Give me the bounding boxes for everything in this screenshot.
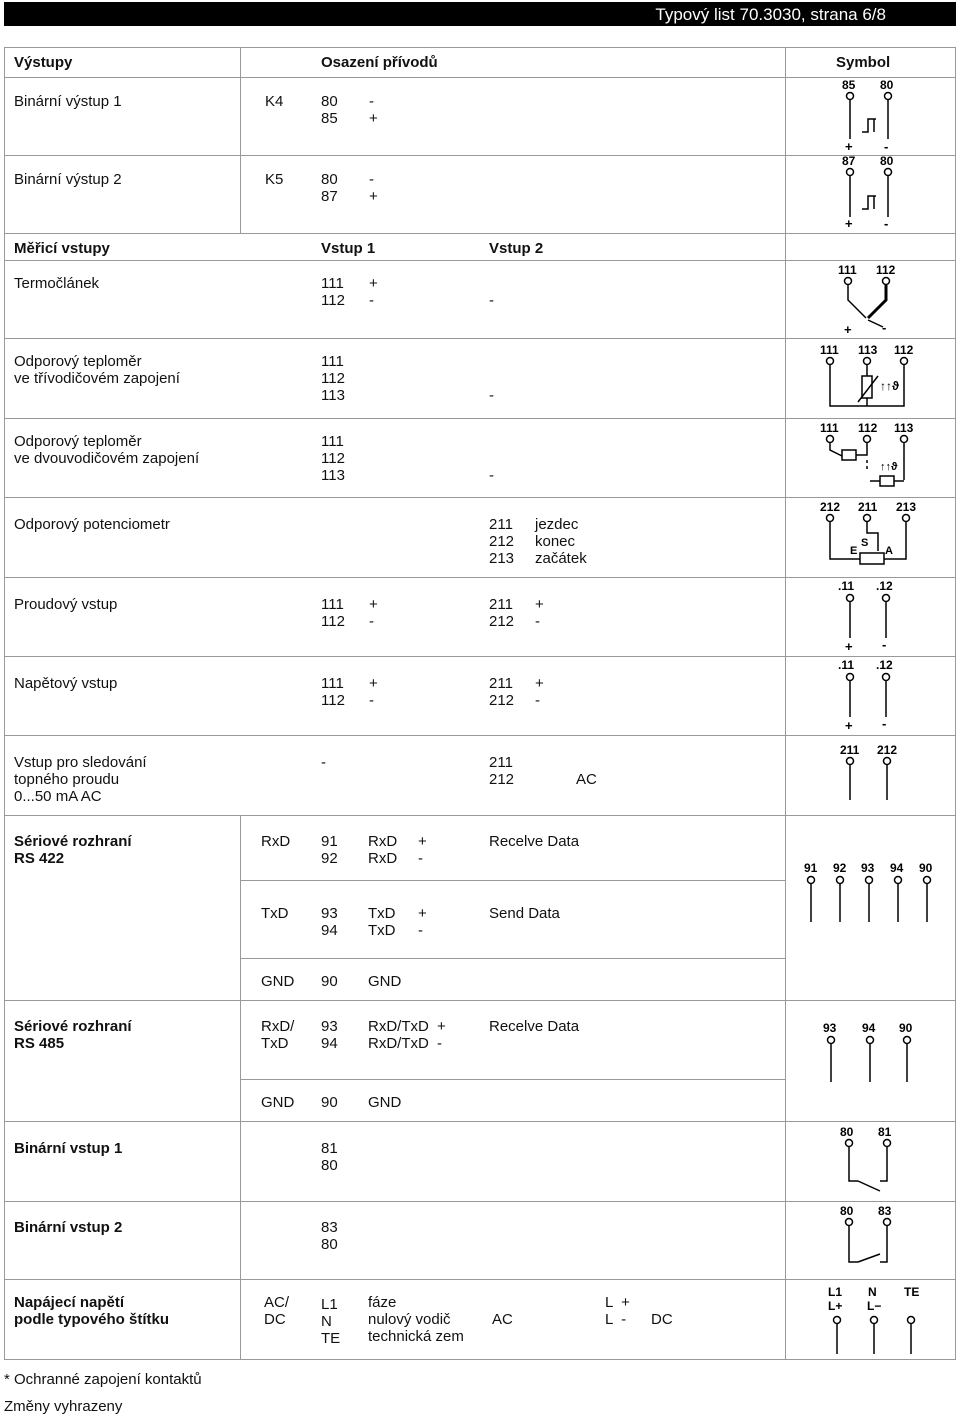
symbol-pin-label: 80: [880, 78, 894, 92]
pin: 111: [321, 433, 344, 450]
grid-line: [4, 338, 956, 339]
pin-sign: +: [535, 596, 544, 613]
symbol-pin-label: L1: [828, 1285, 843, 1299]
pin-sign: +: [437, 1018, 446, 1035]
pin: 90: [321, 973, 338, 990]
row-label: RS 422: [14, 850, 65, 867]
row-label: ve dvouvodičovém zapojení: [14, 450, 200, 467]
grid-line: [240, 1079, 785, 1080]
symbol-pin-label: 112: [876, 263, 896, 277]
symbol-pin-label: 94: [862, 1021, 876, 1035]
symbol-pin-label: 213: [896, 500, 917, 514]
row-label: Sériové rozhraní: [14, 1018, 132, 1035]
symbol-sign: +: [845, 139, 853, 154]
symbol-thermocouple: [790, 262, 950, 338]
pin: 94: [321, 1035, 338, 1052]
pin-sign: -: [369, 93, 374, 110]
pin-name: RxD/TxD: [368, 1035, 429, 1052]
grid-line: [240, 880, 785, 881]
col-input2: Vstup 2: [489, 240, 544, 257]
footer-note: * Ochranné zapojení kontaktů: [4, 1371, 202, 1388]
symbol-sign: +: [844, 322, 852, 337]
dc-line: L -: [605, 1311, 627, 1328]
pin: 212: [489, 533, 515, 550]
row-label: Binární vstup 2: [14, 1219, 123, 1236]
pin-sign: -: [369, 292, 374, 309]
pin: 80: [321, 93, 338, 110]
symbol-pin-label: 90: [919, 861, 933, 875]
signal-desc: Send Data: [489, 905, 560, 922]
symbol-pin-label: .12: [876, 658, 893, 672]
pin: 112: [321, 613, 345, 630]
symbol-pin-label: L+: [828, 1299, 843, 1313]
symbol-pin-label: 111: [838, 263, 857, 277]
ac-label: AC: [576, 771, 597, 788]
symbol-potentiometer: [790, 499, 950, 573]
input2-value: -: [489, 467, 494, 484]
input2-value: -: [489, 387, 494, 404]
symbol-pin-label: 93: [861, 861, 875, 875]
pin-name: TxD: [368, 922, 396, 939]
symbol-heating-current: [790, 738, 950, 812]
output-label: Binární výstup 1: [14, 93, 122, 110]
symbol-sign: -: [882, 320, 887, 335]
symbol-pin-label: .11: [838, 658, 855, 672]
signal-code: TxD: [261, 1035, 289, 1052]
grid-line: [4, 497, 956, 498]
row-label: RS 485: [14, 1035, 65, 1052]
signal-code: TxD: [261, 905, 289, 922]
col-symbol: Symbol: [836, 54, 891, 71]
output-label: Binární výstup 2: [14, 171, 122, 188]
row-label: ve třívodičovém zapojení: [14, 370, 180, 387]
pin-sign: -: [437, 1035, 442, 1052]
pin: 80: [321, 1157, 338, 1174]
pin: TE: [321, 1330, 341, 1347]
pin: 83: [321, 1219, 338, 1236]
pin: 111: [321, 675, 344, 692]
page-header: [4, 2, 956, 26]
pin: 111: [321, 275, 344, 292]
symbol-pin-label: 94: [890, 861, 904, 875]
symbol-pin-label: .11: [838, 579, 855, 593]
grid-line: [4, 47, 5, 1359]
pin: 90: [321, 1094, 338, 1111]
pin: 93: [321, 905, 338, 922]
pin: 111: [321, 353, 344, 370]
grid-line: [4, 47, 956, 48]
signal-desc: Recelve Data: [489, 833, 580, 850]
row-label: Napětový vstup: [14, 675, 118, 692]
row-label: Odporový potenciometr: [14, 516, 170, 533]
footer-changes: Změny vyhrazeny: [4, 1398, 123, 1415]
symbol-pin-label: L−: [867, 1299, 882, 1313]
pin: 81: [321, 1140, 338, 1157]
pin: 211: [489, 754, 513, 771]
symbol-pin-label: 211: [858, 500, 878, 514]
pin-name: RxD: [368, 850, 398, 867]
col-wiring: Osazení přívodů: [321, 54, 438, 71]
row-label: Odporový teploměr: [14, 353, 142, 370]
pin: 87: [321, 188, 338, 205]
symbol-pin-label: 211: [840, 743, 860, 757]
signal-desc: Recelve Data: [489, 1018, 580, 1035]
pin: 212: [489, 771, 515, 788]
col-outputs: Výstupy: [14, 54, 73, 71]
pin: 91: [321, 833, 338, 850]
pin-name: nulový vodič: [368, 1311, 451, 1328]
symbol-sign: +: [845, 718, 853, 733]
pin: 211: [489, 675, 513, 692]
output-code: K4: [265, 93, 284, 110]
grid-line: [240, 47, 241, 233]
grid-line: [4, 1359, 956, 1360]
symbol-rs422: [790, 856, 950, 930]
pin: 112: [321, 692, 345, 709]
symbol-pin-label: 91: [804, 861, 818, 875]
pin: 213: [489, 550, 515, 567]
grid-line: [4, 418, 956, 419]
symbol-pin-label: 93: [823, 1021, 837, 1035]
signal-code: AC/: [264, 1294, 290, 1311]
symbol-current-input: [790, 578, 950, 654]
pin: L1: [321, 1296, 338, 1313]
grid-line: [240, 958, 785, 959]
pin: 211: [489, 516, 513, 533]
pin-name: začátek: [535, 550, 587, 567]
grid-line: [4, 815, 956, 816]
pin: 112: [321, 370, 345, 387]
symbol-pin-label: 113: [858, 343, 878, 357]
pin-sign: -: [535, 613, 540, 630]
pin: 80: [321, 1236, 338, 1253]
pin-name: RxD/TxD: [368, 1018, 429, 1035]
grid-line: [785, 47, 786, 1359]
pin: 211: [489, 596, 513, 613]
pin-sign: +: [369, 188, 378, 205]
pin-name: technická zem: [368, 1328, 464, 1345]
pin-sign: -: [418, 850, 423, 867]
row-label: 0...50 mA AC: [14, 788, 102, 805]
symbol-letter: A: [885, 545, 893, 557]
pin-sign: +: [418, 905, 427, 922]
symbol-output-1: [790, 77, 950, 155]
symbol-pin-label: 112: [858, 421, 878, 435]
pin-sign: +: [369, 596, 378, 613]
symbol-pin-label: 113: [894, 421, 914, 435]
symbol-sign: -: [882, 637, 887, 652]
signal-code: GND: [261, 973, 295, 990]
symbol-sign: -: [884, 216, 889, 231]
pin-sign: +: [369, 675, 378, 692]
symbol-pin-label: 212: [820, 500, 841, 514]
input2-value: -: [489, 292, 494, 309]
pin: 93: [321, 1018, 338, 1035]
pin: 112: [321, 450, 345, 467]
symbol-pin-label: 92: [833, 861, 847, 875]
row-label: Napájecí napětí: [14, 1294, 125, 1311]
pin: N: [321, 1313, 332, 1330]
arrows-icon: ↑↑ϑ: [880, 461, 898, 473]
symbol-binary-input-2: [790, 1202, 950, 1278]
symbol-rtd-2wire: [790, 420, 950, 494]
pin: 111: [321, 596, 344, 613]
row-label: Odporový teploměr: [14, 433, 142, 450]
grid-line: [4, 1279, 956, 1280]
symbol-output-2: [790, 153, 950, 231]
pin-sign: -: [535, 692, 540, 709]
symbol-pin-label: 111: [820, 343, 839, 357]
symbol-pin-label: .12: [876, 579, 893, 593]
col-input1: Vstup 1: [321, 240, 376, 257]
pin-name: jezdec: [535, 516, 579, 533]
pin-sign: +: [535, 675, 544, 692]
symbol-pin-label: 85: [842, 78, 856, 92]
pin: 94: [321, 922, 338, 939]
pin-sign: +: [418, 833, 427, 850]
pin-sign: -: [369, 613, 374, 630]
symbol-pin-label: 111: [820, 421, 839, 435]
symbol-supply: [790, 1282, 950, 1356]
symbol-letter: S: [861, 537, 869, 549]
dc-line: L +: [605, 1294, 630, 1311]
symbol-pin-label: TE: [904, 1285, 920, 1299]
pin: 92: [321, 850, 338, 867]
measure-label: Měřicí vstupy: [14, 240, 110, 257]
grid-line: [240, 815, 241, 1359]
grid-line: [955, 47, 956, 1359]
symbol-pin-label: 83: [878, 1204, 892, 1218]
grid-line: [4, 1121, 956, 1122]
signal-code: GND: [261, 1094, 295, 1111]
pin: 112: [321, 292, 345, 309]
symbol-pin-label: 80: [840, 1204, 854, 1218]
row-label: Binární vstup 1: [14, 1140, 123, 1157]
signal-code: RxD/: [261, 1018, 295, 1035]
pin-name: fáze: [368, 1294, 397, 1311]
symbol-pin-label: 81: [878, 1125, 892, 1139]
row-label: Proudový vstup: [14, 596, 118, 613]
row-label: podle typového štítku: [14, 1311, 170, 1328]
pin-sign: +: [369, 275, 378, 292]
symbol-voltage-input: [790, 657, 950, 733]
symbol-sign: +: [845, 216, 853, 231]
symbol-rs485: [790, 1016, 950, 1090]
pin-name: GND: [368, 973, 402, 990]
symbol-sign: -: [884, 139, 889, 154]
ac-label: AC: [492, 1311, 513, 1328]
signal-code: RxD: [261, 833, 291, 850]
signal-code: DC: [264, 1311, 286, 1328]
symbol-sign: +: [845, 639, 853, 654]
symbol-pin-label: 80: [880, 154, 894, 168]
symbol-sign: -: [882, 716, 887, 731]
dc-label: DC: [651, 1311, 673, 1328]
grid-line: [4, 1000, 956, 1001]
pin: 113: [321, 387, 345, 404]
pin-name: RxD: [368, 833, 398, 850]
symbol-pin-label: 80: [840, 1125, 854, 1139]
pin: 85: [321, 110, 338, 127]
row-label: topného proudu: [14, 771, 120, 788]
pin-name: TxD: [368, 905, 396, 922]
pin-name: konec: [535, 533, 576, 550]
grid-line: [4, 735, 956, 736]
symbol-pin-label: 212: [877, 743, 898, 757]
pin-sign: -: [418, 922, 423, 939]
grid-line: [4, 260, 956, 261]
symbol-pin-label: 90: [899, 1021, 913, 1035]
symbol-rtd-3wire: [790, 342, 950, 416]
row-label: Vstup pro sledování: [14, 754, 147, 771]
pin-sign: -: [369, 171, 374, 188]
symbol-binary-input-1: [790, 1123, 950, 1199]
symbol-pin-label: 87: [842, 154, 856, 168]
pin-name: GND: [368, 1094, 402, 1111]
symbol-pin-label: 112: [894, 343, 914, 357]
pin: 80: [321, 171, 338, 188]
row-label: Sériové rozhraní: [14, 833, 132, 850]
arrows-icon: ↑↑ϑ: [880, 379, 899, 393]
symbol-pin-label: N: [868, 1285, 877, 1299]
output-code: K5: [265, 171, 284, 188]
grid-line: [4, 233, 956, 234]
pin: 212: [489, 613, 515, 630]
row-label: Termočlánek: [14, 275, 100, 292]
input1-value: -: [321, 754, 326, 771]
pin-sign: -: [369, 692, 374, 709]
pin: 212: [489, 692, 515, 709]
page-title: Typový list 70.3030, strana 6/8: [655, 5, 886, 24]
symbol-letter: E: [850, 545, 858, 557]
pin: 113: [321, 467, 345, 484]
pin-sign: +: [369, 110, 378, 127]
